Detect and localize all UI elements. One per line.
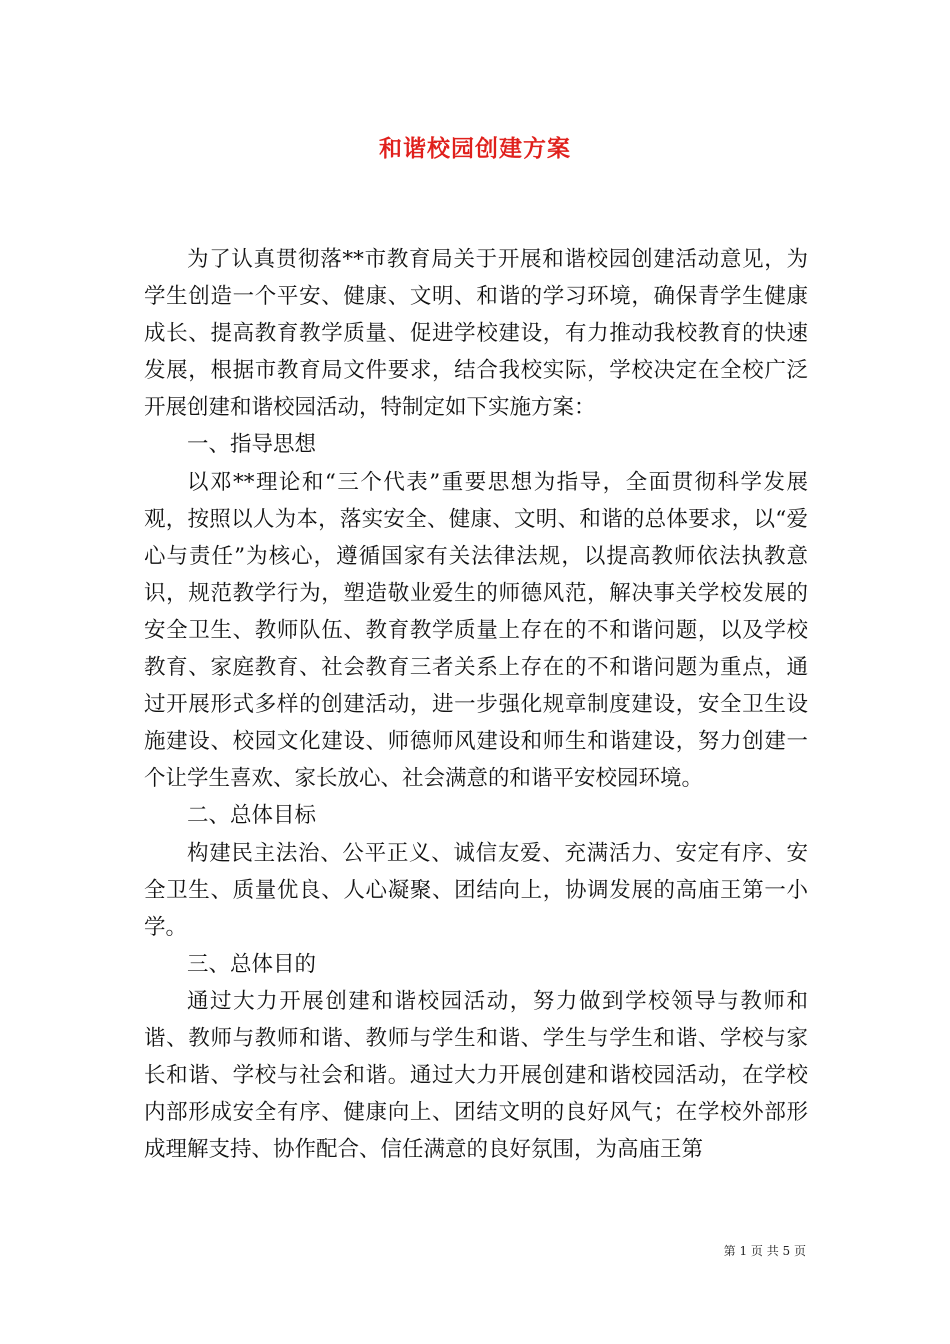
- section-heading-overall-goal: 二、总体目标: [187, 803, 317, 829]
- document-title: 和谐校园创建方案: [379, 135, 571, 162]
- section-heading-overall-purpose: 三、总体目的: [187, 951, 317, 977]
- intro-paragraph: 为了认真贯彻落**市教育局关于开展和谐校园创建活动意见，为学生创造一个平安、健康、文明、和谐的学习环境，确保青学生健康成长、提高教育教学质量、促进学校建设，有力推动我校教育的快速发展，根据市教育局文件要求，结合我校实际，学校决定在全校广泛开展创建和谐校园活动，特制定如下实施方案：: [144, 247, 808, 421]
- guiding-ideology-paragraph: 以邓**理论和“三个代表”重要思想为指导，全面贯彻科学发展观，按照以人为本，落实安全、健康、文明、和谐的总体要求，以“爱心与责任”为核心，遵循国家有关法律法规，以提高教师依法执教意识，规范教学行为，塑造敬业爱生的师德风范，解决事关学校发展的安全卫生、教师队伍、教育教学质量上存在的不和谐问题，以及学校教育、家庭教育、社会教育三者关系上存在的不和谐问题为重点，通过开展形式多样的创建活动，进一步强化规章制度建设，安全卫生设施建设、校园文化建设、师德师风建设和师生和谐建设，努力创建一个让学生喜欢、家长放心、社会满意的和谐平安校园环境。: [144, 469, 808, 792]
- document-body: [144, 241, 808, 1168]
- page-number: 第 1 页 共 5 页: [723, 1244, 806, 1258]
- overall-purpose-paragraph: 通过大力开展创建和谐校园活动，努力做到学校领导与教师和谐、教师与教师和谐、教师与学生和谐、学生与学生和谐、学校与家长和谐、学校与社会和谐。通过大力开展创建和谐校园活动，在学校内部形成安全有序、健康向上、团结文明的良好风气；在学校外部形成理解支持、协作配合、信任满意的良好氛围，为高庙王第: [144, 988, 808, 1163]
- overall-goal-paragraph: 构建民主法治、公平正义、诚信友爱、充满活力、安定有序、安全卫生、质量优良、人心凝聚、团结向上，协调发展的高庙王第一小学。: [144, 840, 808, 940]
- section-heading-guiding-ideology: 一、指导思想: [187, 432, 317, 458]
